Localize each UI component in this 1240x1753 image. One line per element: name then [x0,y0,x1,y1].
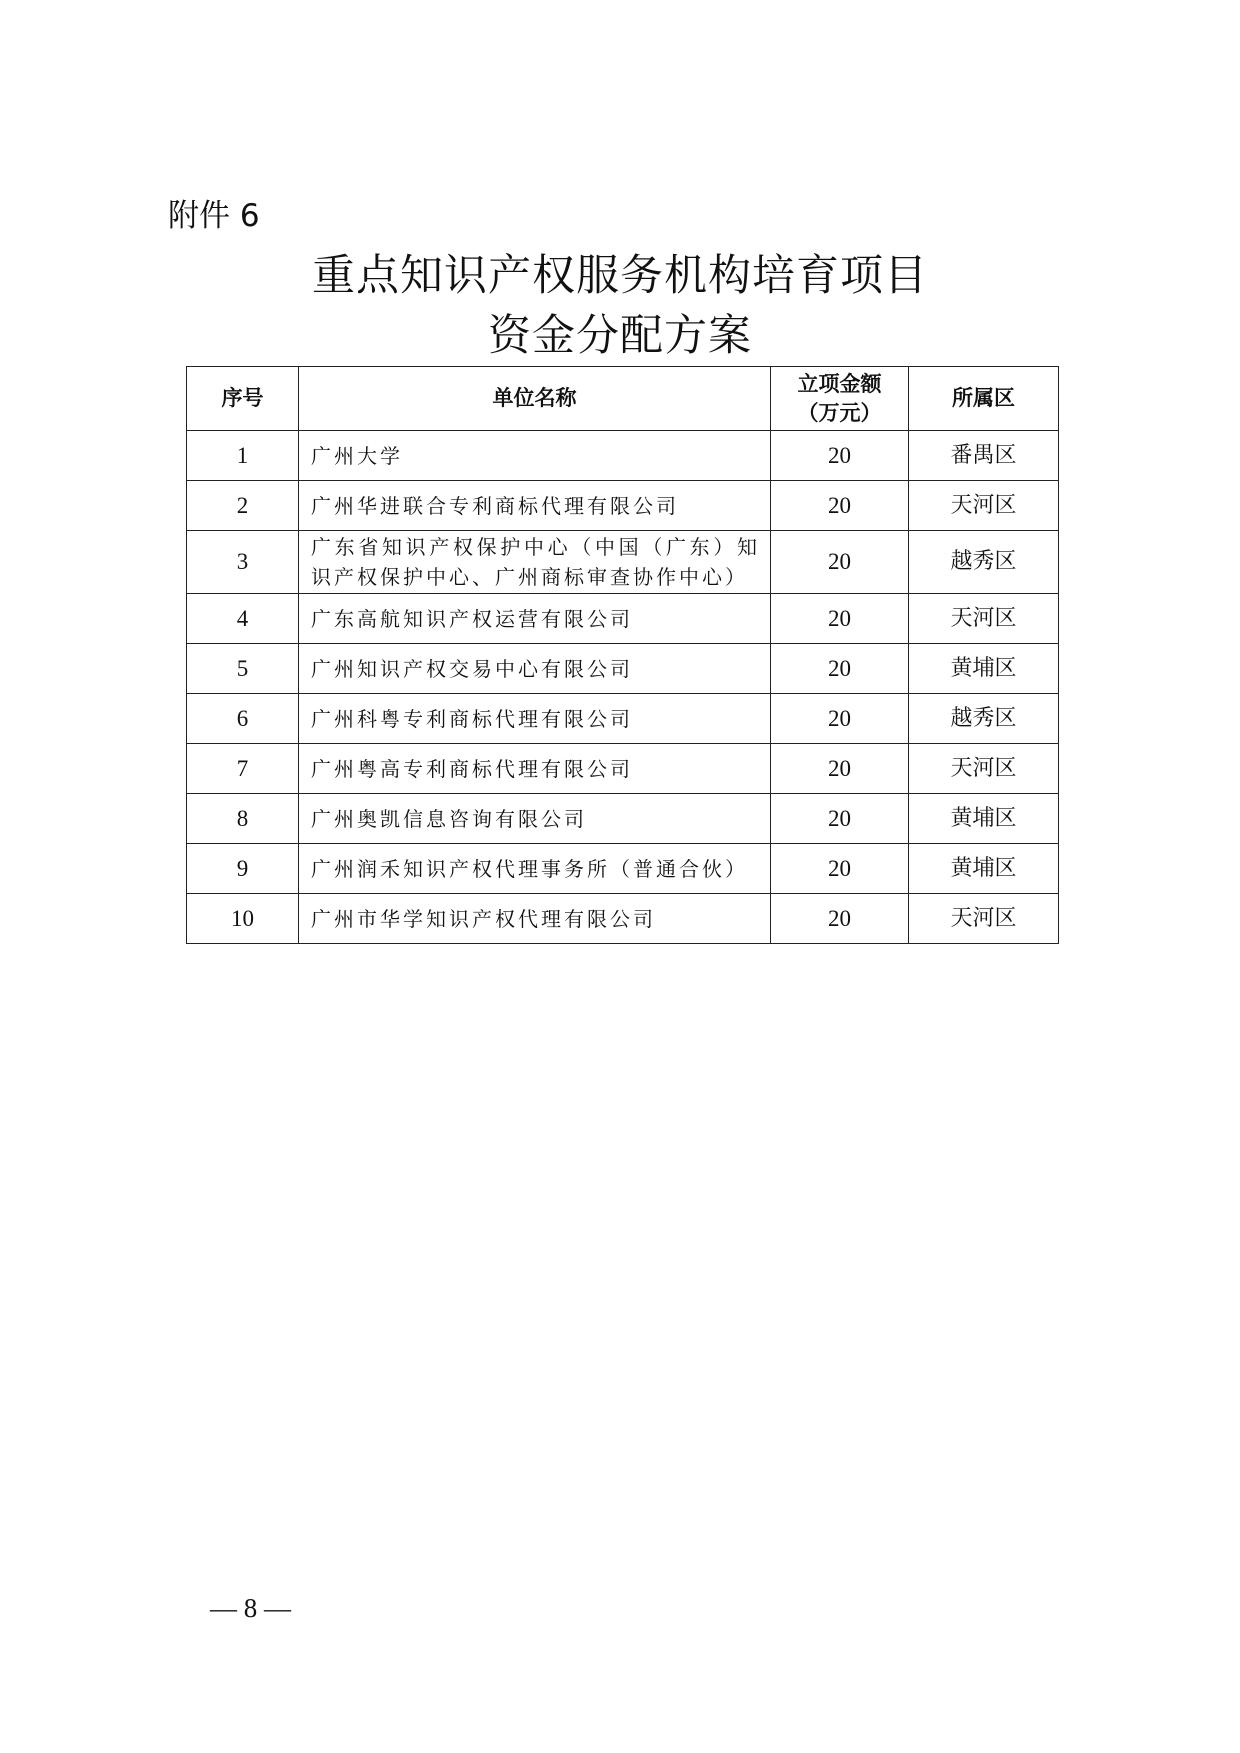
cell-name: 广州奥凯信息咨询有限公司 [299,794,771,844]
header-district: 所属区 [909,367,1059,431]
cell-district: 天河区 [909,744,1059,794]
document-title [0,246,1240,366]
table-row [187,644,1059,694]
cell-index: 4 [187,594,299,644]
cell-district: 黄埔区 [909,644,1059,694]
cell-district: 黄埔区 [909,794,1059,844]
cell-district: 天河区 [909,894,1059,944]
cell-name: 广州知识产权交易中心有限公司 [299,644,771,694]
table-row [187,431,1059,481]
cell-district: 番禺区 [909,431,1059,481]
cell-district: 越秀区 [909,694,1059,744]
page-number: — 8 — [210,1593,291,1623]
cell-amount: 20 [771,431,909,481]
table-row [187,531,1059,594]
allocation-table [186,366,1059,944]
cell-amount: 20 [771,531,909,594]
header-name: 单位名称 [299,367,771,431]
cell-amount: 20 [771,794,909,844]
cell-index: 6 [187,694,299,744]
cell-name: 广州粤高专利商标代理有限公司 [299,744,771,794]
table-header-row [187,367,1059,431]
cell-amount: 20 [771,594,909,644]
cell-name: 广州大学 [299,431,771,481]
cell-index: 3 [187,531,299,594]
title-line-2: 资金分配方案 [488,311,752,361]
table-row [187,794,1059,844]
cell-district: 黄埔区 [909,844,1059,894]
cell-amount: 20 [771,694,909,744]
cell-name: 广州科粤专利商标代理有限公司 [299,694,771,744]
header-amount [771,367,909,431]
header-amount-line2: （万元） [797,400,882,425]
cell-index: 7 [187,744,299,794]
cell-name: 广州华进联合专利商标代理有限公司 [299,481,771,531]
cell-amount: 20 [771,894,909,944]
table-row [187,481,1059,531]
cell-index: 1 [187,431,299,481]
cell-index: 9 [187,844,299,894]
cell-district: 天河区 [909,594,1059,644]
cell-district: 天河区 [909,481,1059,531]
header-index: 序号 [187,367,299,431]
cell-index: 10 [187,894,299,944]
title-line-1: 重点知识产权服务机构培育项目 [312,251,928,301]
cell-amount: 20 [771,481,909,531]
attachment-label: 附件 6 [168,198,260,234]
cell-name: 广东省知识产权保护中心（中国（广东）知识产权保护中心、广州商标审查协作中心） [299,531,771,594]
cell-district: 越秀区 [909,531,1059,594]
table-row [187,694,1059,744]
table-row [187,744,1059,794]
cell-amount: 20 [771,644,909,694]
cell-amount: 20 [771,844,909,894]
allocation-table-container [186,366,1058,944]
cell-name: 广州市华学知识产权代理有限公司 [299,894,771,944]
header-amount-line1: 立项金额 [797,371,882,396]
cell-index: 5 [187,644,299,694]
cell-name: 广东高航知识产权运营有限公司 [299,594,771,644]
table-row [187,894,1059,944]
cell-index: 2 [187,481,299,531]
cell-name: 广州润禾知识产权代理事务所（普通合伙） [299,844,771,894]
table-row [187,844,1059,894]
cell-amount: 20 [771,744,909,794]
table-row [187,594,1059,644]
cell-index: 8 [187,794,299,844]
